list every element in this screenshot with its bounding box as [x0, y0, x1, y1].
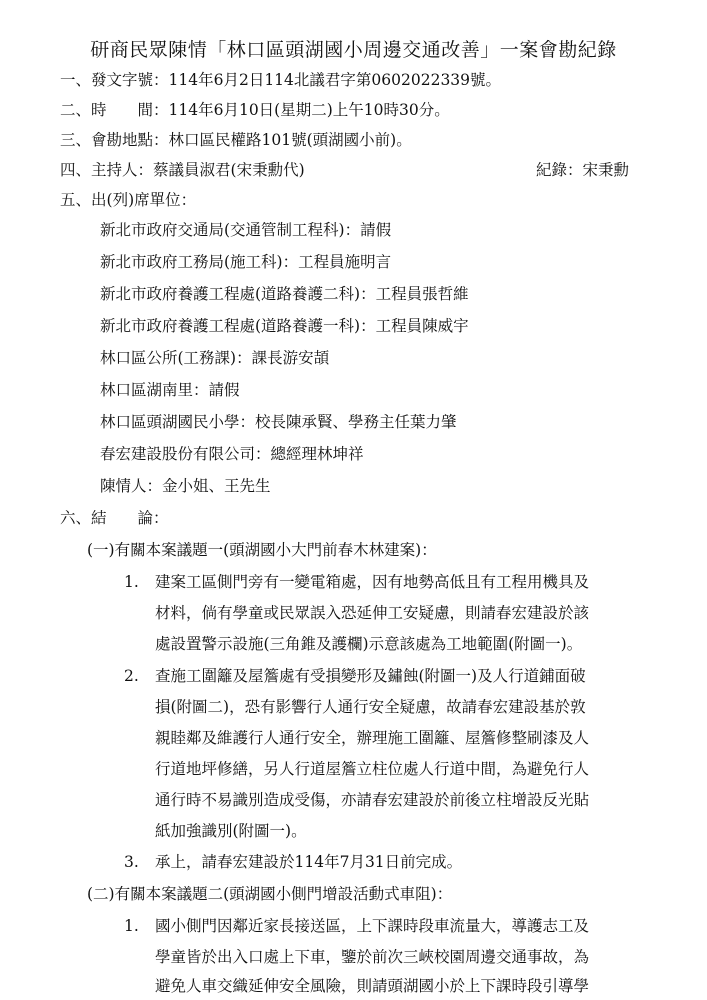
- attendee-item: 新北市政府交通局(交通管制工程科)：請假: [100, 221, 392, 239]
- attendee-item: 陳情人：金小姐、王先生: [100, 477, 271, 495]
- section-text: 結 論：: [91, 509, 169, 527]
- attendee-item: 林口區頭湖國民小學：校長陳承賢、學務主任葉力肇: [100, 413, 457, 431]
- item-line: 紙加強識別(附圖一)。: [155, 822, 307, 840]
- topic-heading: (二)有關本案議題二(頭湖國小側門增設活動式車阻)：: [87, 885, 453, 903]
- section-number: 一、: [60, 71, 92, 89]
- section-text: 會勘地點：林口區民權路101號(頭湖國小前)。: [91, 131, 412, 149]
- item-line: 行道地坪修繕，另人行道屋簷立柱位處人行道中間，為避免行人: [155, 760, 590, 778]
- section-text: 主持人：蔡議員淑君(宋秉勳代): [91, 161, 305, 179]
- item-line: 損(附圖二)，恐有影響行人通行安全疑慮，故請春宏建設基於敦: [155, 698, 586, 716]
- section-issue-number: [60, 70, 501, 90]
- attendee-item: 新北市政府養護工程處(道路養護二科)：工程員張哲維: [100, 285, 469, 303]
- section-number: 六、: [60, 509, 92, 527]
- section-location: [60, 130, 412, 150]
- attendee-item: 春宏建設股份有限公司：總經理林坤祥: [100, 445, 364, 463]
- item-line: 承上，請春宏建設於114年7月31日前完成。: [155, 853, 463, 871]
- item-line: 國小側門因鄰近家長接送區，上下課時段車流量大，導護志工及: [155, 917, 590, 935]
- section-conclusion: [60, 508, 169, 528]
- section-text: 出(列)席單位：: [91, 191, 197, 209]
- attendee-item: 林口區湖南里：請假: [100, 381, 240, 399]
- section-attendees: [60, 190, 196, 210]
- item-line: 避免人車交織延伸安全風險，則請頭湖國小於上下課時段引導學: [155, 977, 590, 995]
- item-number: 3.: [124, 853, 139, 871]
- attendee-item: 新北市政府工務局(施工科)：工程員施明言: [100, 253, 392, 271]
- item-line: 通行時不易識別造成受傷，亦請春宏建設於前後立柱增設反光貼: [155, 791, 590, 809]
- section-number: 二、: [60, 101, 92, 119]
- attendee-item: 新北市政府養護工程處(道路養護一科)：工程員陳威宇: [100, 317, 469, 335]
- item-line: 親睦鄰及維護行人通行安全，辦理施工圍籬、屋簷修整刷漆及人: [155, 729, 590, 747]
- section-number: 四、: [60, 161, 92, 179]
- item-number: 2.: [124, 667, 139, 685]
- section-time: [60, 100, 450, 120]
- section-number: 五、: [60, 191, 92, 209]
- section-host: [60, 160, 305, 180]
- section-text: 發文字號：114年6月2日114北議君字第0602022339號。: [91, 71, 502, 89]
- item-line: 處設置警示設施(三角錐及護欄)示意該處為工地範圍(附圖一)。: [155, 635, 583, 653]
- document-title: 研商民眾陳情「林口區頭湖國小周邊交通改善」一案會勘紀錄: [90, 39, 617, 61]
- item-line: 查施工圍籬及屋簷處有受損變形及鏽蝕(附圖一)及人行道鋪面破: [155, 667, 586, 685]
- item-number: 1.: [124, 573, 139, 591]
- section-number: 三、: [60, 131, 92, 149]
- recorder: 紀錄：宋秉勳: [536, 161, 630, 179]
- item-line: 建案工區側門旁有一變電箱處，因有地勢高低且有工程用機具及: [155, 573, 590, 591]
- section-text: 時 間：114年6月10日(星期二)上午10時30分。: [91, 101, 450, 119]
- item-number: 1.: [124, 917, 139, 935]
- item-line: 材料，倘有學童或民眾誤入恐延伸工安疑慮，則請春宏建設於該: [155, 604, 590, 622]
- attendee-item: 林口區公所(工務課)：課長游安頡: [100, 349, 330, 367]
- topic-heading: (一)有關本案議題一(頭湖國小大門前春木林建案)：: [87, 541, 437, 559]
- item-line: 學童皆於出入口處上下車，鑒於前次三峽校園周邊交通事故，為: [155, 948, 590, 966]
